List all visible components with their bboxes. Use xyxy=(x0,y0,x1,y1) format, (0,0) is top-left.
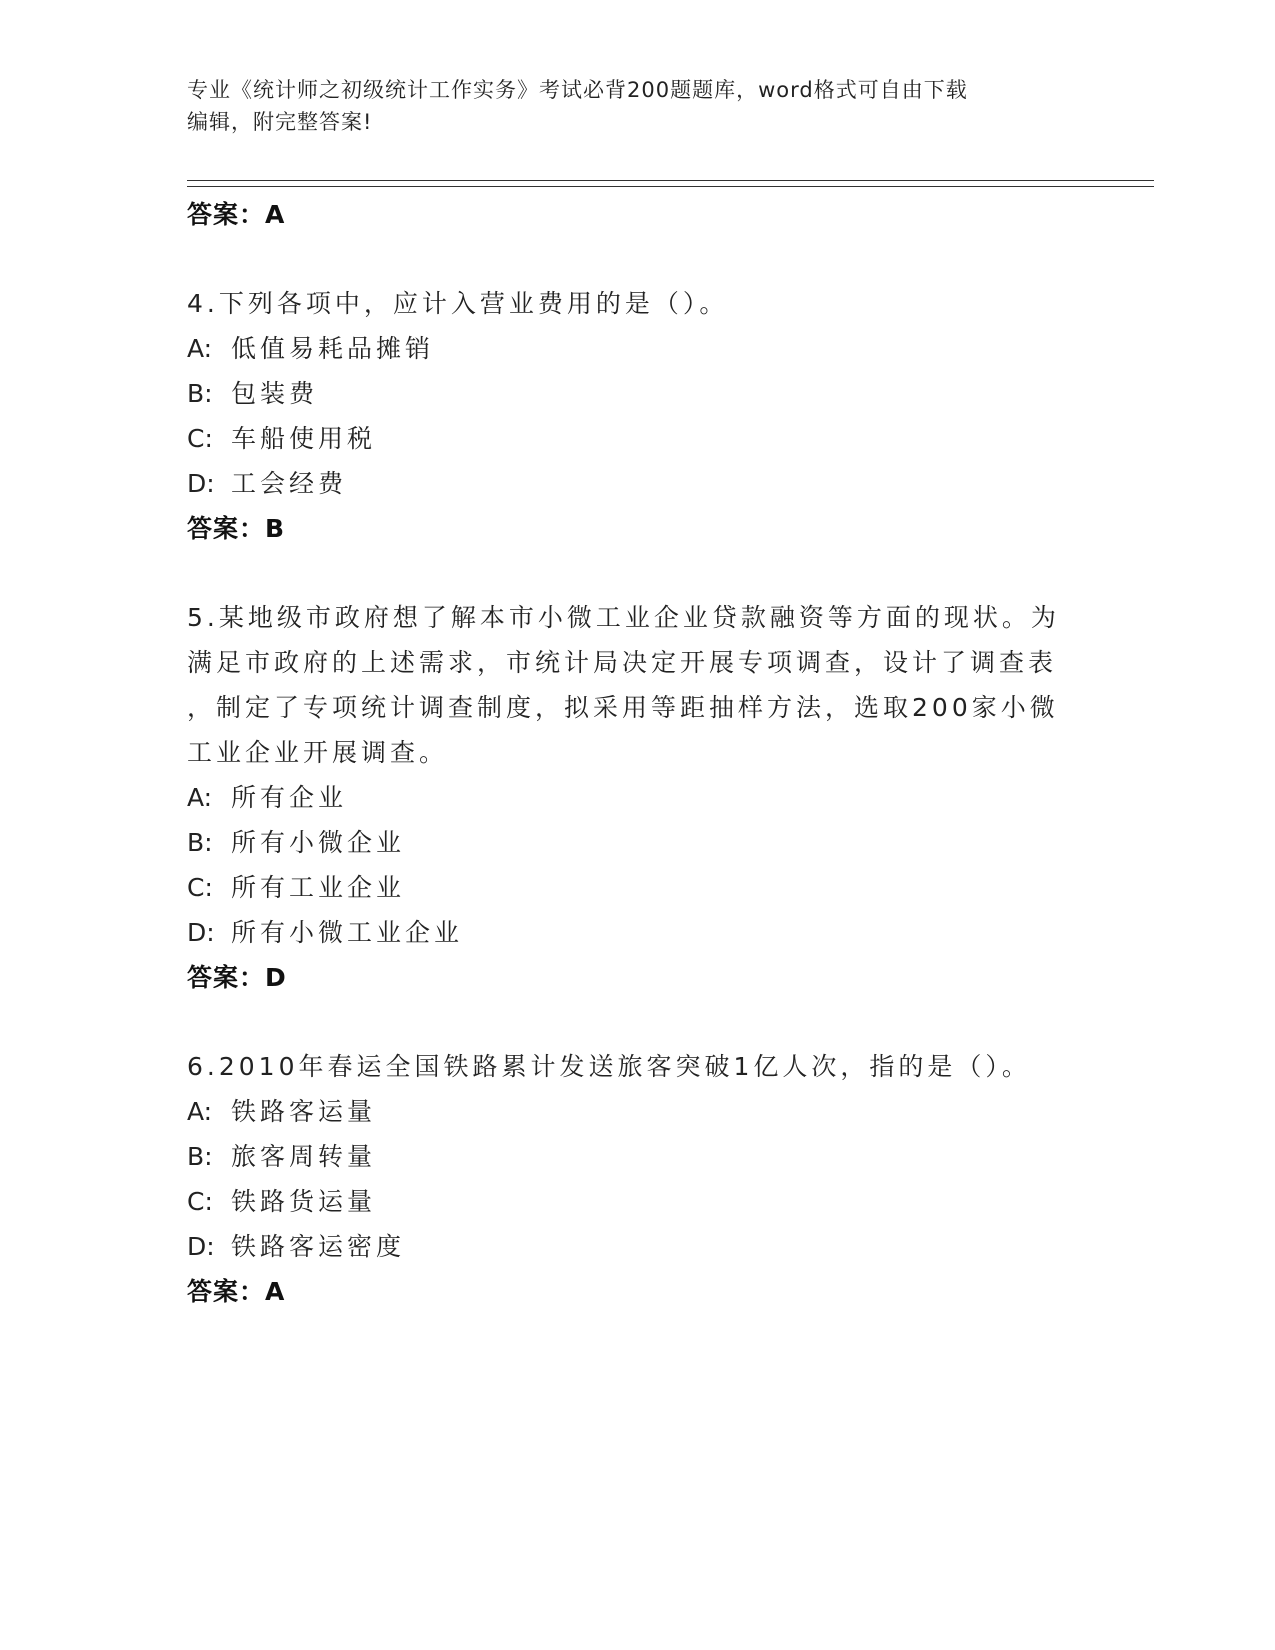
option-key: B: xyxy=(187,1142,213,1171)
answer-line xyxy=(187,955,1087,1000)
option-a xyxy=(187,326,1087,371)
option-text: 工会经费 xyxy=(231,469,348,498)
option-key: C: xyxy=(187,873,213,902)
option-b xyxy=(187,1134,1087,1179)
option-key: A: xyxy=(187,1097,213,1126)
option-b xyxy=(187,820,1087,865)
option-text: 铁路客运量 xyxy=(231,1097,377,1126)
option-text: 旅客周转量 xyxy=(231,1142,377,1171)
option-key: D: xyxy=(187,469,215,498)
option-text: 所有工业企业 xyxy=(231,873,406,902)
answer-value: A xyxy=(265,200,286,229)
answer-label: 答案： xyxy=(187,963,266,992)
answer-line xyxy=(187,192,1087,237)
option-text: 铁路客运密度 xyxy=(231,1232,406,1261)
answer-value: D xyxy=(265,963,287,992)
header-line-2: 编辑，附完整答案! xyxy=(187,110,373,134)
option-text: 铁路货运量 xyxy=(231,1187,377,1216)
option-a xyxy=(187,1089,1087,1134)
page-header xyxy=(187,74,1067,138)
option-d xyxy=(187,1224,1087,1269)
option-d xyxy=(187,910,1087,955)
option-text: 包装费 xyxy=(231,379,319,408)
option-text: 车船使用税 xyxy=(231,424,377,453)
answer-label: 答案： xyxy=(187,1277,266,1306)
option-key: B: xyxy=(187,828,213,857)
answer-label: 答案： xyxy=(187,514,266,543)
question-text-line: ，制定了专项统计调查制度，拟采用等距抽样方法，选取200家小微 xyxy=(187,693,1059,722)
option-text: 所有企业 xyxy=(231,783,348,812)
option-c xyxy=(187,416,1087,461)
question-text: 4.下列各项中，应计入营业费用的是（）。 xyxy=(187,289,729,318)
question-item xyxy=(187,1044,1087,1314)
option-key: B: xyxy=(187,379,213,408)
question-text-line: 5.某地级市政府想了解本市小微工业企业贷款融资等方面的现状。为 xyxy=(187,603,1060,632)
option-c xyxy=(187,865,1087,910)
option-d xyxy=(187,461,1087,506)
option-c xyxy=(187,1179,1087,1224)
question-text: 6.2010年春运全国铁路累计发送旅客突破1亿人次，指的是（）。 xyxy=(187,1052,1031,1081)
option-b xyxy=(187,371,1087,416)
option-key: C: xyxy=(187,1187,213,1216)
header-divider xyxy=(187,180,1154,187)
question-text-line: 工业企业开展调查。 xyxy=(187,738,449,767)
option-key: A: xyxy=(187,334,213,363)
question-item xyxy=(187,595,1087,1000)
option-text: 所有小微工业企业 xyxy=(231,918,464,947)
option-text: 所有小微企业 xyxy=(231,828,406,857)
option-a xyxy=(187,775,1087,820)
answer-value: B xyxy=(265,514,286,543)
answer-line xyxy=(187,506,1087,551)
header-line-1: 专业《统计师之初级统计工作实务》考试必背200题题库，word格式可自由下载 xyxy=(187,78,968,102)
option-key: D: xyxy=(187,918,215,947)
question-text-line: 满足市政府的上述需求，市统计局决定开展专项调查，设计了调查表 xyxy=(187,648,1058,677)
option-key: A: xyxy=(187,783,213,812)
answer-label: 答案： xyxy=(187,200,266,229)
option-text: 低值易耗品摊销 xyxy=(231,334,435,363)
answer-value: A xyxy=(265,1277,286,1306)
answer-line xyxy=(187,1269,1087,1314)
question-item xyxy=(187,281,1087,551)
document-body xyxy=(187,192,1087,1314)
option-key: D: xyxy=(187,1232,215,1261)
option-key: C: xyxy=(187,424,213,453)
